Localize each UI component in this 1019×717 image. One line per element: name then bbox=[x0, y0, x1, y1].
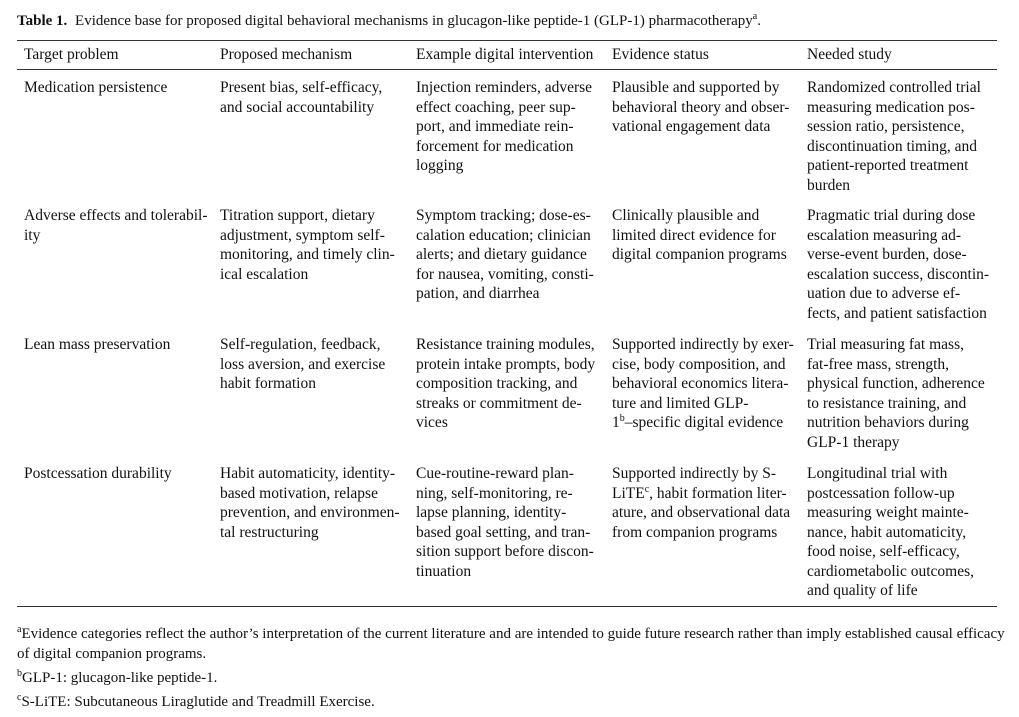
header-example-digital-intervention: Example digital intervention bbox=[416, 46, 594, 63]
row-4-evidence-footnote-mark: c bbox=[644, 483, 650, 495]
row-4-evidence-status bbox=[612, 464, 790, 542]
table-title-end: . bbox=[757, 13, 761, 29]
table-bottom-rule bbox=[17, 606, 997, 607]
footnote-b-mark: b bbox=[17, 668, 22, 679]
footnote-a-mark: a bbox=[17, 624, 22, 635]
table-label: Table 1. bbox=[17, 13, 68, 29]
row-1-proposed-mechanism: Present bias, self-efficacy, and social accountability bbox=[220, 79, 383, 116]
row-4-target-problem: Postcessation durability bbox=[24, 465, 172, 482]
row-1-needed-study: Randomized controlled trial measuring medication pos- session ratio, persistence, discontinuation timing, and patient-reported treatment burden bbox=[807, 79, 981, 194]
table-title-footnote-mark: a bbox=[752, 11, 758, 22]
row-1-example-intervention: Injection reminders, adverse effect coaching, peer sup- port, and immediate rein- forcement for medication logging bbox=[416, 79, 593, 174]
footnote-c-mark: c bbox=[17, 692, 22, 703]
row-3-evidence-status bbox=[612, 335, 794, 433]
row-2-example-intervention: Symptom tracking; dose-es- calation education; clinician alerts; and dietary guidance for nausea, vomiting, consti- pation, and diarrhea bbox=[416, 207, 594, 302]
row-1-evidence-status: Plausible and supported by behavioral theory and obser- vational engagement data bbox=[612, 79, 790, 135]
table-caption bbox=[17, 11, 1007, 31]
row-2-needed-study: Pragmatic trial during dose escalation measuring ad- verse-event burden, dose- escalation success, discontin- uation due to adverse ef- fects, and patient satisfaction bbox=[807, 207, 990, 322]
header-proposed-mechanism: Proposed mechanism bbox=[220, 46, 353, 63]
row-4-evidence-text: Supported indirectly by S- LiTE bbox=[612, 465, 777, 502]
table-header-rule bbox=[17, 69, 997, 70]
header-needed-study: Needed study bbox=[807, 46, 892, 63]
row-3-evidence-text-cont: –specific digital evidence bbox=[624, 414, 784, 431]
row-3-evidence-text: Supported indirectly by exer- cise, body composition, and behavioral economics litera- ture and limited GLP- 1 bbox=[612, 336, 794, 431]
row-3-needed-study: Trial measuring fat mass, fat-free mass, strength, physical function, adherence to resistance training, and nutrition behaviors during GLP-1 therapy bbox=[807, 336, 985, 451]
footnote-c-text: S-LiTE: Subcutaneous Liraglutide and Treadmill Exercise. bbox=[21, 694, 375, 710]
footnote-b-text: GLP-1: glucagon-like peptide-1. bbox=[22, 670, 218, 686]
table-top-rule bbox=[17, 40, 997, 41]
row-4-evidence-text-cont: , habit formation liter- ature, and observational data from companion programs bbox=[612, 484, 791, 541]
row-3-target-problem: Lean mass preservation bbox=[24, 336, 171, 353]
row-1-target-problem: Medication persistence bbox=[24, 79, 168, 96]
row-2-target-problem: Adverse effects and tolerabil- ity bbox=[24, 207, 208, 244]
row-4-needed-study: Longitudinal trial with postcessation follow-up measuring weight mainte- nance, habit automaticity, food noise, self-efficacy, cardiometabolic outcomes, and quality of life bbox=[807, 465, 974, 599]
row-2-proposed-mechanism: Titration support, dietary adjustment, symptom self- monitoring, and timely clin- ical escalation bbox=[220, 207, 395, 283]
row-2-evidence-status: Clinically plausible and limited direct evidence for digital companion programs bbox=[612, 207, 787, 263]
row-4-proposed-mechanism: Habit automaticity, identity- based motivation, relapse prevention, and environmen- tal restructuring bbox=[220, 465, 400, 541]
footnote-a-text: Evidence categories reflect the author’s interpretation of the current literature and are intended to guide future research rather than imply established causal efficacy of digital companion programs. bbox=[17, 626, 1005, 662]
table-title: Evidence base for proposed digital behavioral mechanisms in glucagon-like peptide-1 (GLP-1) pharmacotherapy bbox=[75, 13, 753, 29]
footnote-a bbox=[17, 624, 1007, 664]
row-3-proposed-mechanism: Self-regulation, feedback, loss aversion, and exercise habit formation bbox=[220, 336, 386, 392]
row-3-example-intervention: Resistance training modules, protein intake prompts, body composition tracking, and streaks or commitment de- vices bbox=[416, 336, 596, 431]
footnote-b bbox=[17, 668, 1007, 688]
header-evidence-status: Evidence status bbox=[612, 46, 709, 63]
row-3-evidence-footnote-mark: b bbox=[619, 413, 625, 424]
footnote-c bbox=[17, 692, 1007, 712]
row-4-example-intervention: Cue-routine-reward plan- ning, self-monitoring, re- lapse planning, identity- based goal setting, and tran- sition support before discon- tinuation bbox=[416, 465, 594, 580]
header-target-problem: Target problem bbox=[24, 46, 119, 63]
